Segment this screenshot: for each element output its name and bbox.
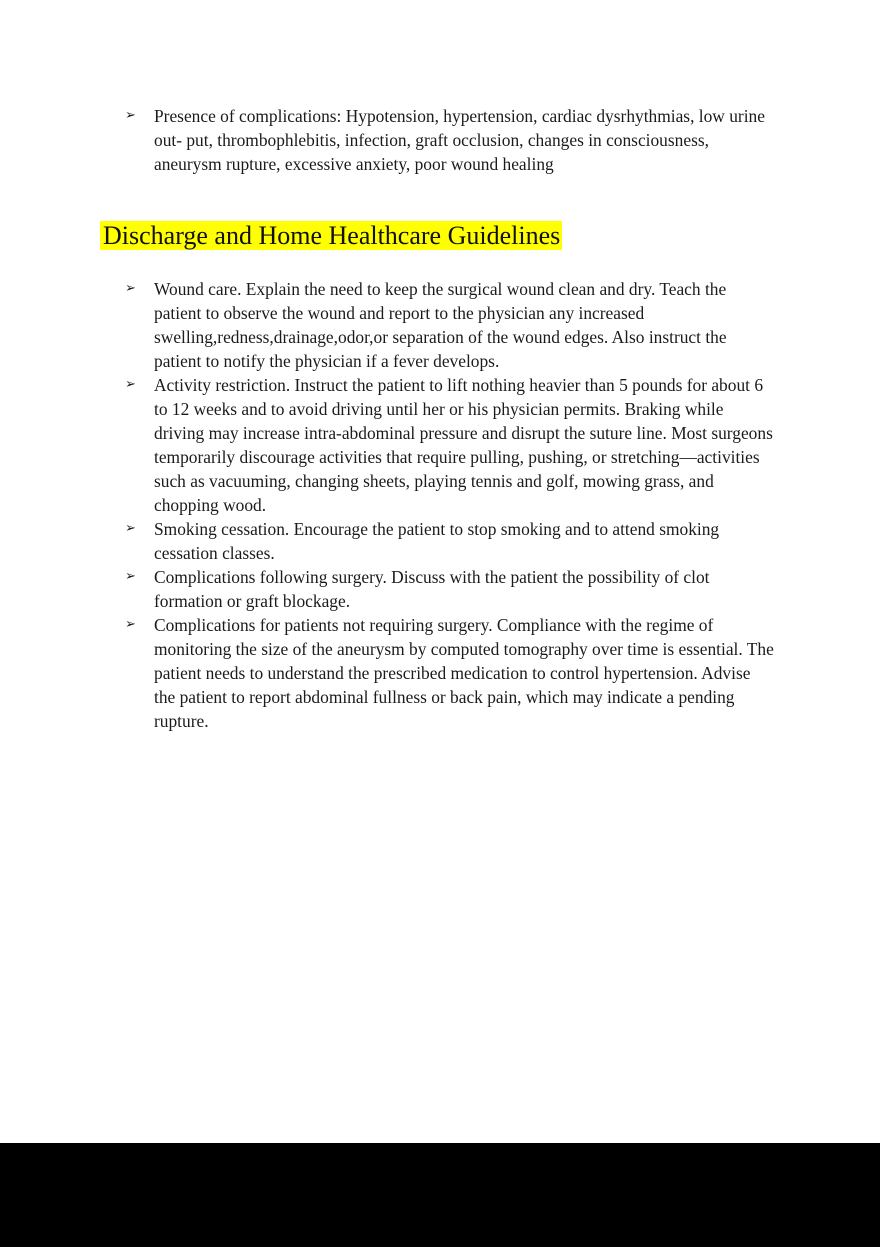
arrow-bullet-icon: ➢: [125, 377, 136, 392]
list-item-text: Activity restriction. Instruct the patient to lift nothing heavier than 5 pounds for about 6 to 12 weeks and to avoid driving until her or his physician permits. Braking while driving may increase intra-abdominal pressure and disrupt the suture line. Most surgeons temporarily discourage activities that require pulling, pushing, or stretching—activities such as vacuuming, changing sheets, playing tennis and golf, mowing grass, and chopping wood.: [154, 375, 773, 515]
heading-highlight: Discharge and Home Healthcare Guidelines: [100, 221, 562, 250]
arrow-bullet-icon: ➢: [125, 521, 136, 536]
list-item-text: Complications for patients not requiring surgery. Compliance with the regime of monitoring the size of the aneurysm by computed tomography over time is essential. The patient needs to understand the prescribed medication to control hypertension. Advise the patient to report abdominal fullness or back pain, which may indicate a pending rupture.: [154, 615, 774, 731]
bottom-bar: [0, 1143, 880, 1247]
arrow-bullet-icon: ➢: [125, 108, 136, 123]
list-item: [125, 565, 775, 613]
list-item: [125, 277, 775, 373]
list-item-text: Smoking cessation. Encourage the patient to stop smoking and to attend smoking cessation classes.: [154, 519, 720, 563]
intro-list: [125, 104, 775, 176]
list-item: [125, 613, 775, 733]
list-item-text: Complications following surgery. Discuss with the patient the possibility of clot formation or graft blockage.: [154, 567, 710, 611]
section-heading: [100, 219, 562, 252]
list-item: [125, 104, 775, 176]
list-item-text: Presence of complications: Hypotension, hypertension, cardiac dysrhythmias, low urine out- put, thrombophlebitis, infection, graft occlusion, changes in consciousness, aneurysm rupture, excessive anxiety, poor wound healing: [154, 106, 765, 174]
guidelines-list: [125, 277, 775, 733]
list-item: [125, 517, 775, 565]
arrow-bullet-icon: ➢: [125, 569, 136, 584]
arrow-bullet-icon: ➢: [125, 617, 136, 632]
list-item-text: Wound care. Explain the need to keep the surgical wound clean and dry. Teach the patient to observe the wound and report to the physician any increased swelling,redness,drainage,odor,or separation of the wound edges. Also instruct the patient to notify the physician if a fever develops.: [154, 279, 727, 371]
arrow-bullet-icon: ➢: [125, 281, 136, 296]
list-item: [125, 373, 775, 517]
